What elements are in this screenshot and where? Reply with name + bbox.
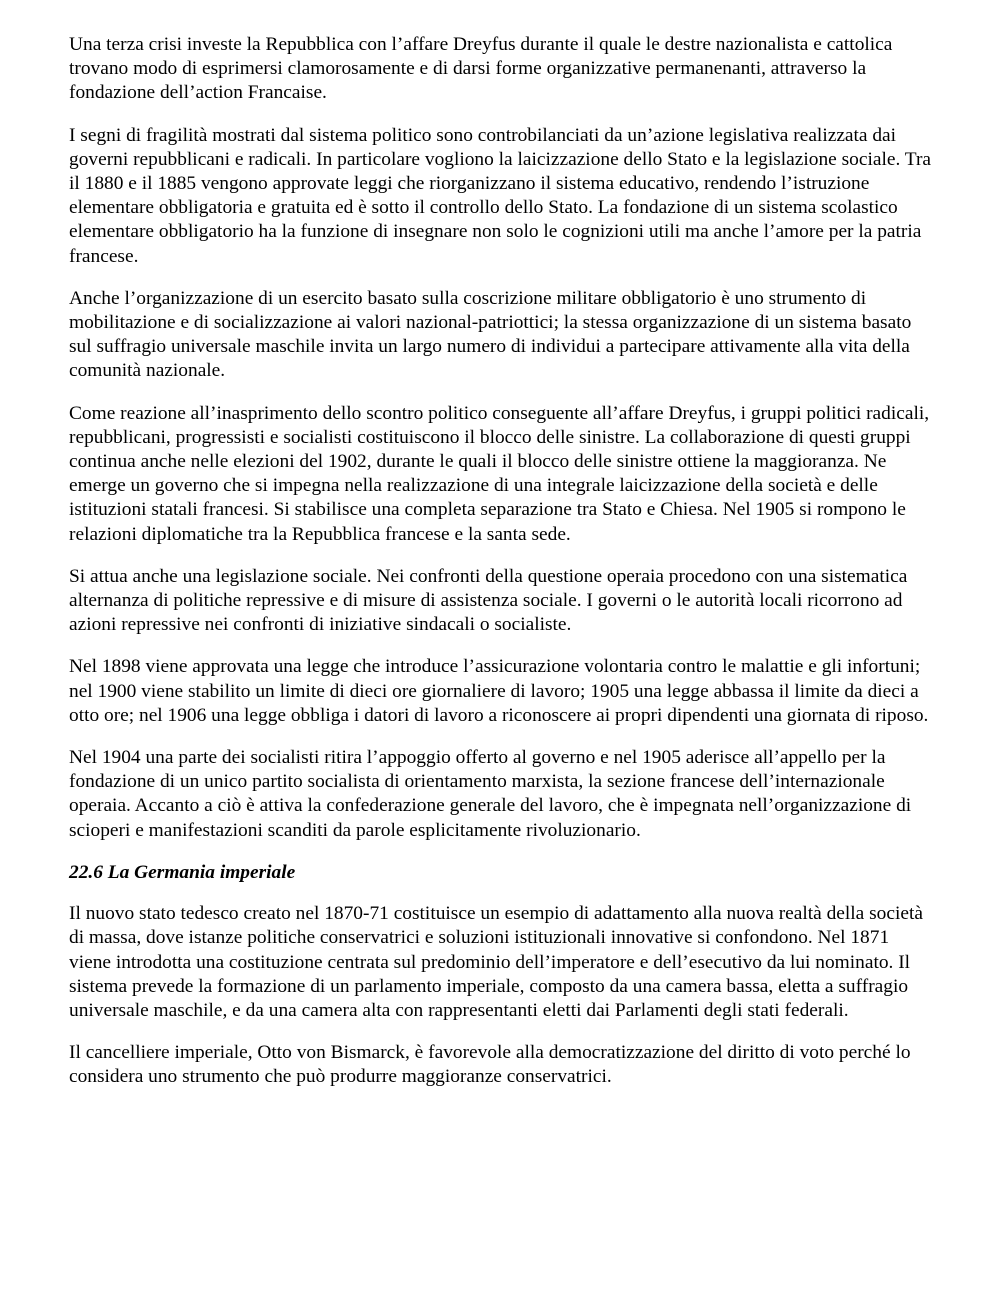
paragraph-dreyfus-crisis: Una terza crisi investe la Repubblica con l’affare Dreyfus durante il quale le destre nazionalista e cattolica trovano modo di esprimersi clamorosamente e di darsi forme organizzative permanenanti, attraverso la fondazione dell’action Francaise.	[69, 34, 893, 104]
paragraph-army-organization: Anche l’organizzazione di un esercito basato sulla coscrizione militare obbligatorio è uno strumento di mobilitazione e di socializzazione ai valori nazional-patriottici; la stessa organizzazione di un sistema basato sul suffragio universale maschile invita un largo numero di individui a partecipare attivamente alla vita della comunità nazionale.	[69, 287, 912, 382]
paragraph-legislative-action: I segni di fragilità mostrati dal sistema politico sono controbilanciati da un’azione legislativa realizzata dai governi repubblicani e radicali. In particolare vogliono la laicizzazione dello Stato e la legislazione sociale. Tra il 1880 e il 1885 vengono approvate leggi che riorganizzano il sistema educativo, rendendo l’istruzione elementare obbligatoria e gratuita ed è sotto il controllo dello Stato. La fondazione di un sistema scolastico elementare obbligatorio ha la funzione di insegnare non solo le cognizioni utili ma anche l’amore per la patria francese.	[69, 124, 932, 267]
paragraph-labor-laws: Nel 1898 viene approvata una legge che introduce l’assicurazione volontaria contro le malattie e gli infortuni; nel 1900 viene stabilito un limite di dieci ore giornaliere di lavoro; 1905 una legge abbassa il limite da dieci a otto ore; nel 1906 una legge obbliga i datori di lavoro a riconoscere ai propri dipendenti una giornata di riposo.	[69, 656, 929, 726]
paragraph-german-state: Il nuovo stato tedesco creato nel 1870-71 costituisce un esempio di adattamento alla nuova realtà della società di massa, dove istanze politiche conservatrici e soluzioni istituzionali innovative si confondono. Nel 1871 viene introdotta una costituzione centrata sul predominio dell’imperatore e dell’esecutivo da lui nominato. Il sistema prevede la formazione di un parlamento imperiale, composto da una camera bassa, eletta a suffragio universale maschile, e da una camera alta con rappresentanti eletti dai Parlamenti degli stati federali.	[69, 903, 923, 1021]
paragraph-bismarck: Il cancelliere imperiale, Otto von Bismarck, è favorevole alla democratizzazione del diritto di voto perché lo considera uno strumento che può produrre maggioranze conservatrici.	[69, 1042, 911, 1088]
section-heading: 22.6 La Germania imperiale	[69, 861, 296, 883]
paragraph-left-bloc: Come reazione all’inasprimento dello scontro politico conseguente all’affare Dreyfus, i gruppi politici radicali, repubblicani, progressisti e socialisti costituiscono il blocco delle sinistre. La collaborazione di questi gruppi continua anche nelle elezioni del 1902, durante le quali il blocco delle sinistre ottiene la maggioranza. Ne emerge un governo che si impegna nella realizzazione di una integrale laicizzazione della società e delle istituzioni statali francesi. Si stabilisce una completa separazione tra Stato e Chiesa. Nel 1905 si rompono le relazioni diplomatiche tra la Repubblica francese e la santa sede.	[69, 402, 930, 545]
paragraph-social-legislation: Si attua anche una legislazione sociale. Nei confronti della questione operaia procedono con una sistematica alternanza di politiche repressive e di misure di assistenza sociale. I governi o le autorità locali ricorrono ad azioni repressive nei confronti di iniziative sindacali o socialiste.	[69, 565, 908, 636]
paragraph-socialist-party: Nel 1904 una parte dei socialisti ritira l’appoggio offerto al governo e nel 1905 aderisce all’appello per la fondazione di un unico partito socialista di orientamento marxista, la sezione francese dell’internazionale operaia. Accanto a ciò è attiva la confederazione generale del lavoro, che è impegnata nell’organizzazione di scioperi e manifestazioni scanditi da parole esplicitamente rivoluzionario.	[69, 747, 912, 841]
document-page	[69, 33, 935, 1108]
